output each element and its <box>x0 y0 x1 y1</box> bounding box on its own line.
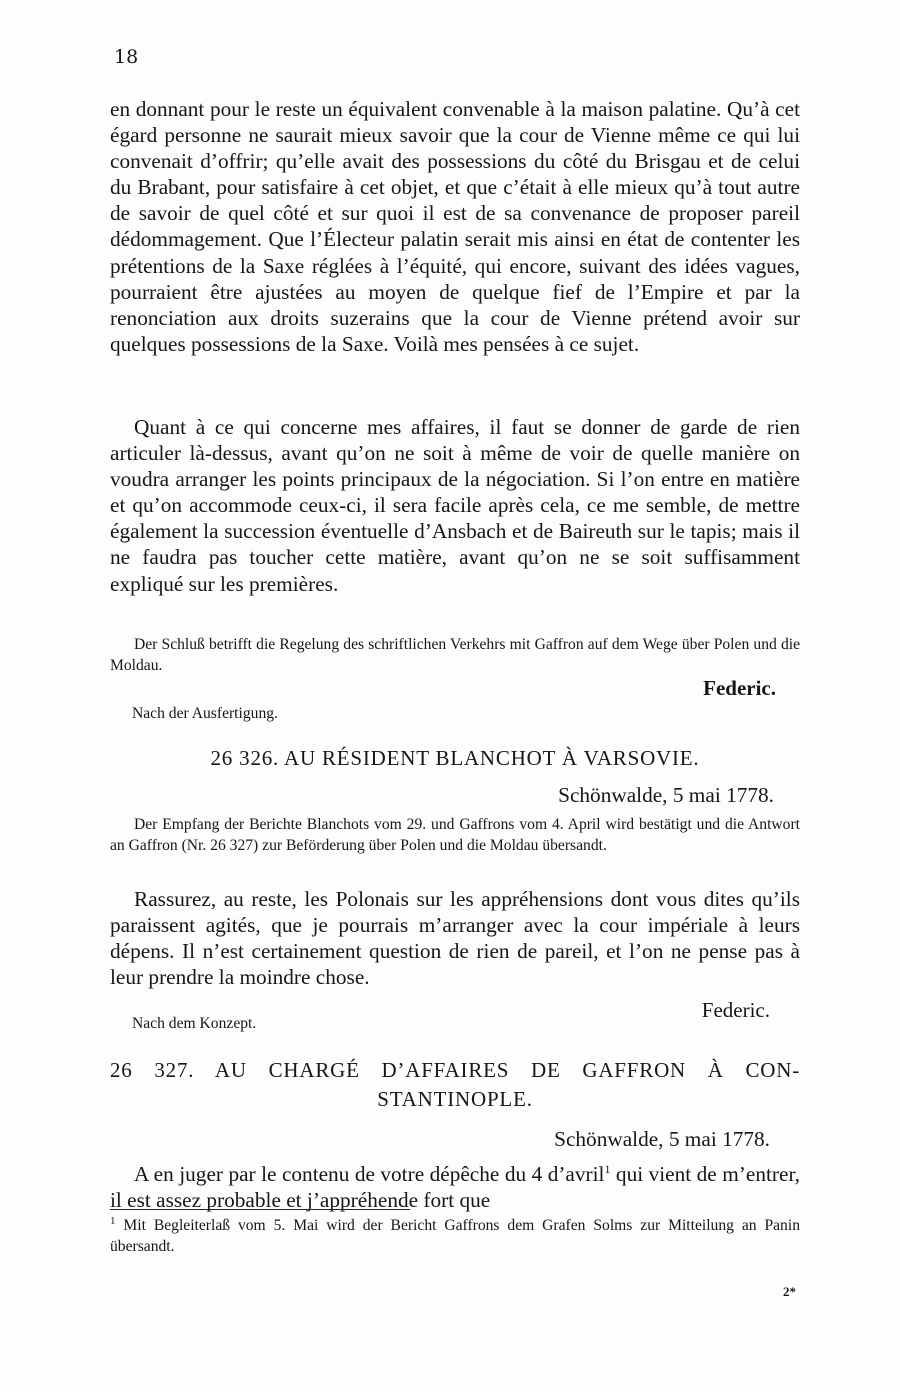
letter-body-26327-end: qui vient de m’entrer, il est assez probable et j’appréhende fort que <box>110 1162 801 1213</box>
source-note-ausfertigung: Nach der Ausfertigung. <box>132 705 278 722</box>
book-page <box>110 0 800 1392</box>
letter-heading-26327-line2: STANTINOPLE. <box>377 1087 533 1111</box>
paragraph-palatine-compensation: en donnant pour le reste un équivalent convenable à la maison palatine. Qu’à cet égard personne ne saurait mieux savoir que la cour de Vienne même ce qui lui convenait d’offrir; qu’elle avait des possessions du côté du Brisgau et de celui du Brabant, pour satisfaire à cet objet, et que c’était à elle mieux qu’à tout autre de savoir de quel côté et sur quoi il est de sa convenance de proposer pareil dédommagement. Que l’Électeur palatin serait mis ainsi en état de contenter les prétentions de la Saxe réglées à l’équité, qui encore, suivant des idées vagues, pourraient être ajustées au moyen de quelque fief de l’Empire et par la renonciation aux droits suzerains que la cour de Vienne prétend avoir sur quelques possessions de la Saxe. Voilà mes pensées à ce sujet. <box>110 97 800 356</box>
footnote-marker: 1 <box>110 1215 116 1227</box>
editorial-note-closing: Der Schluß betrifft die Regelung des schriftlichen Verkehrs mit Gaffron auf dem Wege über Polen und die Moldau. <box>110 636 800 674</box>
signature-federic: Federic. <box>703 676 776 700</box>
signature-mark: 2* <box>783 1284 796 1299</box>
footnote-reference: 1 <box>604 1162 611 1176</box>
editorial-note-26326: Der Empfang der Berichte Blanchots vom 29. und Gaffrons vom 4. April wird bestätigt und die Antwort an Gaffron (Nr. 26 327) zur Beförderung über Polen und die Moldau übersandt. <box>110 816 800 854</box>
letter-heading-26327-line1: 26 327. AU CHARGÉ D’AFFAIRES DE GAFFRON À CON- <box>110 1058 800 1082</box>
letter-body-26326: Rassurez, au reste, les Polonais sur les appréhensions dont vous dites qu’ils paraissent agités, que je pourrais m’arranger avec la cour impériale à leurs dépens. Il n’est certainement question de rien de pareil, et l’on ne pense pas à leur prendre la moindre chose. <box>110 887 800 990</box>
source-note-konzept: Nach dem Konzept. <box>132 1015 257 1032</box>
paragraph-negotiation: Quant à ce qui concerne mes affaires, il faut se donner de garde de rien articuler là-dessus, avant qu’on ne soit à même de voir de quelle manière on voudra arranger les points principaux de la négociation. Si l’on entre en matière et qu’on accommode ceux-ci, il sera facile après cela, ce me semble, de mettre également la succession éventuelle d’Ansbach et de Baireuth sur le tapis; mais il ne faudra pas toucher cette matière, avant qu’on ne se soit suffisamment expliqué sur les premières. <box>110 415 800 596</box>
footnote-rule <box>110 1209 410 1210</box>
dateline-26327: Schönwalde, 5 mai 1778. <box>554 1127 770 1151</box>
letter-body-26327-start: A en juger par le contenu de votre dépêche du 4 d’avril <box>134 1162 605 1187</box>
page-number: 18 <box>114 46 139 68</box>
letter-heading-26326: 26 326. AU RÉSIDENT BLANCHOT À VARSOVIE. <box>210 746 700 770</box>
letter-body-26327 <box>110 1156 800 1213</box>
footnote-1 <box>110 1211 800 1257</box>
signature-federic-26326: Federic. <box>701 998 770 1022</box>
footnote-text: Mit Begleiterlaß vom 5. Mai wird der Bericht Gaffrons dem Grafen Solms zur Mitteilung an Panin übersandt. <box>110 1217 800 1256</box>
dateline-26326: Schönwalde, 5 mai 1778. <box>558 783 774 807</box>
